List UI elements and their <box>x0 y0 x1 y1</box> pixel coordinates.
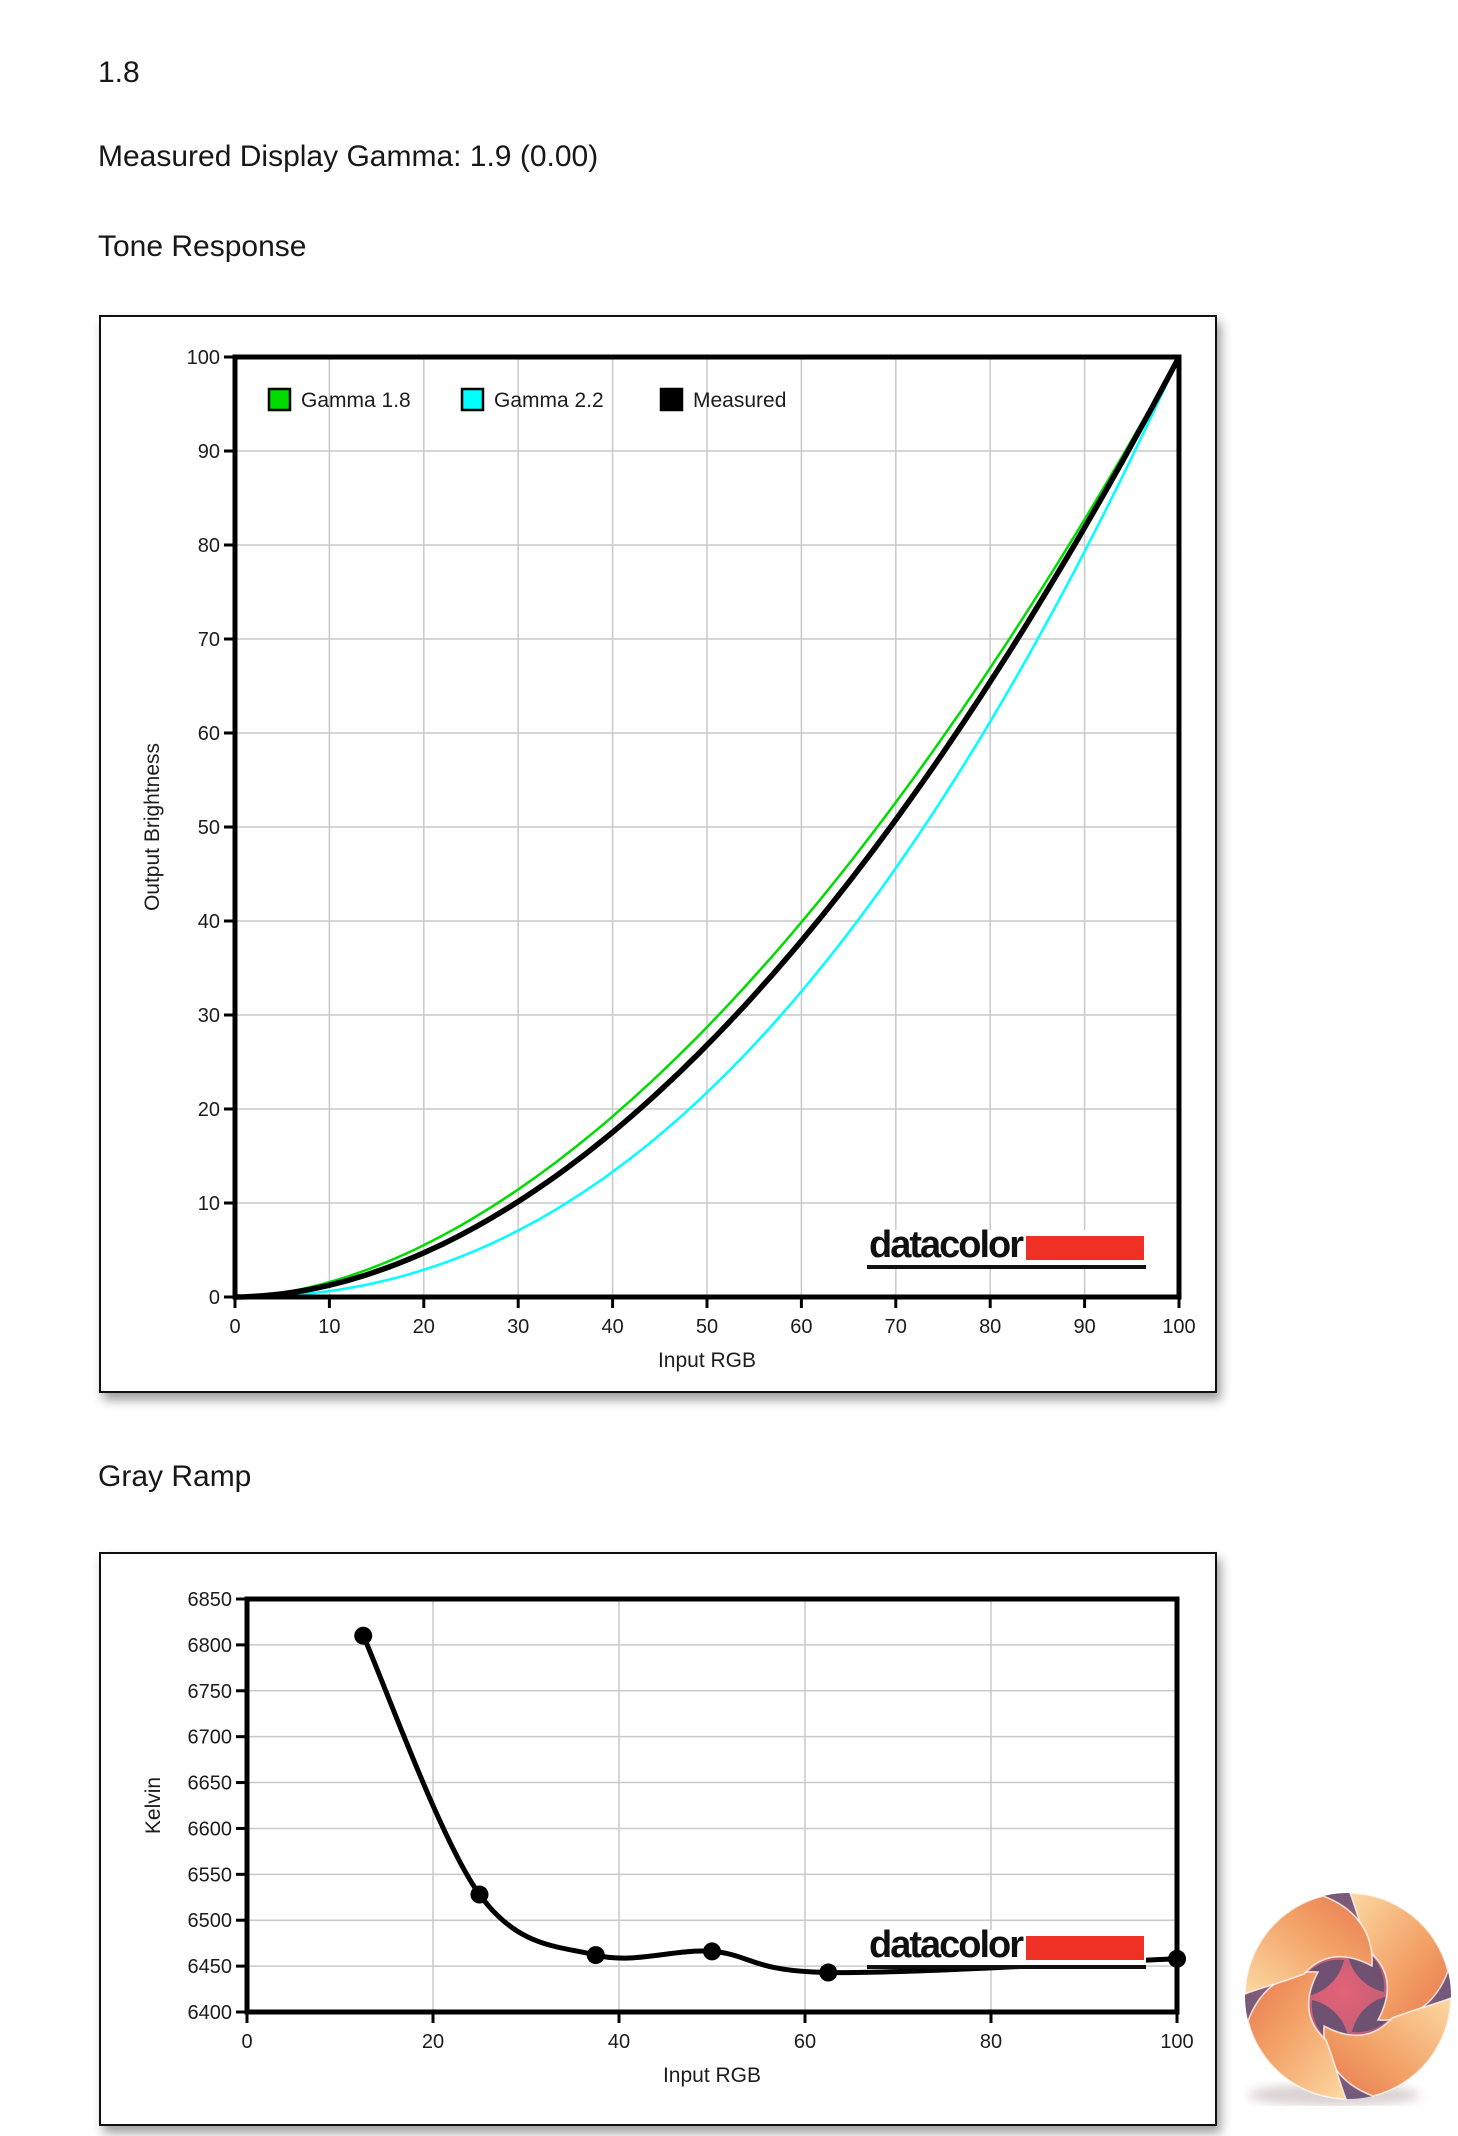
legend-swatch-measured <box>661 389 682 410</box>
svg-text:90: 90 <box>197 441 220 463</box>
page-top-value: 1.8 <box>98 56 140 89</box>
datacolor-logo <box>867 1924 1146 1969</box>
tone-response-ylabel: Output Brightness <box>141 742 164 912</box>
datacolor-red-bar <box>1026 1236 1144 1260</box>
svg-text:80: 80 <box>979 1316 1002 1338</box>
gray-ramp-series-measured-white-point <box>363 1636 1177 1973</box>
tone-response-gridlines <box>235 357 1179 1297</box>
legend-label-measured: Measured <box>693 389 787 412</box>
svg-text:6600: 6600 <box>187 1818 232 1841</box>
svg-text:10: 10 <box>197 1193 220 1215</box>
svg-text:40: 40 <box>601 1316 624 1338</box>
legend-swatch-gamma-1-8 <box>269 389 290 410</box>
svg-text:6650: 6650 <box>187 1772 232 1795</box>
legend-label-gamma-1-8: Gamma 1.8 <box>301 389 411 412</box>
svg-text:6800: 6800 <box>187 1634 232 1657</box>
svg-text:30: 30 <box>507 1316 530 1338</box>
svg-text:100: 100 <box>186 347 220 369</box>
svg-text:70: 70 <box>884 1316 907 1338</box>
svg-text:80: 80 <box>979 2031 1003 2053</box>
svg-text:50: 50 <box>695 1316 719 1338</box>
datacolor-wordmark: datacolor <box>869 1224 1023 1266</box>
svg-text:50: 50 <box>197 817 220 839</box>
svg-text:6850: 6850 <box>187 1589 232 1611</box>
tone-response-legend <box>269 389 786 412</box>
svg-text:40: 40 <box>197 911 220 933</box>
gray-ramp-xlabel: Input RGB <box>662 2064 762 2087</box>
svg-text:6450: 6450 <box>187 1956 232 1979</box>
datacolor-red-bar <box>1026 1936 1144 1960</box>
svg-text:10: 10 <box>318 1316 341 1338</box>
datacolor-wordmark: datacolor <box>869 1924 1023 1966</box>
svg-text:0: 0 <box>241 2031 253 2053</box>
gray-ramp-data-point <box>819 1964 837 1982</box>
svg-text:6400: 6400 <box>187 2002 232 2024</box>
svg-text:6500: 6500 <box>187 1910 232 1933</box>
kitguru-logo <box>1238 1886 1458 2106</box>
gray-ramp-data-point <box>587 1946 605 1964</box>
svg-text:0: 0 <box>229 1316 241 1338</box>
gray-ramp-heading: Gray Ramp <box>98 1460 252 1493</box>
datacolor-logo <box>867 1224 1146 1269</box>
svg-text:20: 20 <box>421 2031 445 2053</box>
tone-response-xlabel: Input RGB <box>657 1349 757 1372</box>
svg-text:60: 60 <box>790 1316 813 1338</box>
svg-text:100: 100 <box>1160 2031 1194 2053</box>
tone-response-heading: Tone Response <box>98 230 307 263</box>
svg-text:90: 90 <box>1073 1316 1096 1338</box>
gray-ramp-chart <box>99 1552 1217 2126</box>
tone-response-tick-marks <box>224 357 1179 1308</box>
tone-response-chart <box>99 315 1217 1393</box>
svg-text:6550: 6550 <box>187 1864 232 1887</box>
gray-ramp-data-point <box>354 1627 372 1645</box>
svg-text:6700: 6700 <box>187 1726 232 1749</box>
gray-ramp-ylabel: Kelvin <box>142 1776 165 1835</box>
gray-ramp-data-point <box>471 1886 489 1904</box>
svg-text:0: 0 <box>208 1287 220 1309</box>
svg-text:60: 60 <box>197 723 220 745</box>
svg-text:6750: 6750 <box>187 1680 232 1703</box>
legend-swatch-gamma-2-2 <box>462 389 483 410</box>
svg-text:100: 100 <box>1162 1316 1196 1338</box>
gray-ramp-tick-labels <box>188 1589 1194 2053</box>
legend-label-gamma-2-2: Gamma 2.2 <box>494 389 604 412</box>
svg-text:60: 60 <box>793 2031 817 2053</box>
svg-text:40: 40 <box>607 2031 631 2053</box>
svg-text:20: 20 <box>197 1099 220 1121</box>
svg-text:70: 70 <box>197 629 220 651</box>
svg-text:30: 30 <box>197 1005 220 1027</box>
measured-gamma-line: Measured Display Gamma: 1.9 (0.00) <box>98 140 599 173</box>
gray-ramp-data-point <box>703 1942 721 1960</box>
gray-ramp-plot <box>101 1554 1215 2124</box>
svg-text:80: 80 <box>197 535 220 557</box>
tone-response-tick-labels <box>187 347 1196 1338</box>
svg-text:20: 20 <box>412 1316 435 1338</box>
